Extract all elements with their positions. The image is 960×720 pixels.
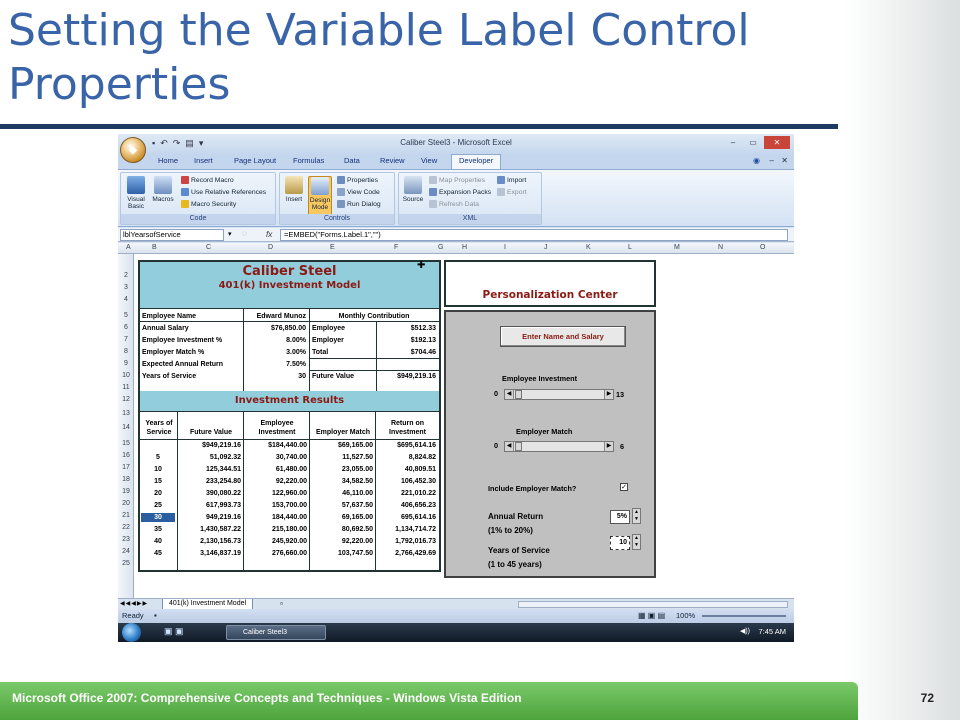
save-icon[interactable]: ▪	[152, 138, 156, 148]
group-code-label: Code	[121, 214, 275, 224]
grid-line	[140, 321, 439, 322]
col-header[interactable]: M	[674, 244, 680, 251]
results-cell[interactable]: 5	[156, 454, 160, 461]
row-header[interactable]: 21	[122, 512, 130, 519]
help-icon[interactable]: ◉	[753, 156, 760, 165]
import-button[interactable]	[497, 176, 526, 184]
grid-line	[140, 411, 439, 412]
row-header[interactable]: 24	[122, 548, 130, 555]
row-header[interactable]: 15	[122, 440, 130, 447]
ribbon	[118, 169, 794, 227]
row-header[interactable]: 18	[122, 476, 130, 483]
properties-icon	[337, 176, 345, 184]
personalization-banner	[444, 260, 656, 307]
row-headers	[118, 254, 134, 606]
input-value[interactable]: $76,850.00	[270, 325, 306, 332]
results-header[interactable]: Employer Match	[315, 429, 371, 436]
window-controls	[724, 136, 790, 149]
group-controls	[279, 172, 395, 225]
expansion-packs-icon	[429, 188, 437, 196]
col-header[interactable]: H	[462, 244, 468, 251]
model-subtitle: 401(k) Investment Model	[218, 280, 361, 291]
annual-return-range: (1% to 20%)	[488, 526, 533, 535]
input-label[interactable]: Years of Service	[142, 373, 197, 380]
tab-home[interactable]: Home	[158, 156, 179, 165]
col-header[interactable]: G	[438, 244, 444, 251]
zoom-level[interactable]: 100%	[676, 611, 696, 620]
tab-page-layout[interactable]: Page Layout	[234, 156, 277, 165]
map-properties-label: Map Properties	[439, 176, 486, 184]
design-mode-label: Design Mode	[309, 197, 331, 211]
employee-investment-label: Employee Investment	[502, 374, 578, 383]
annual-return-value: 5%	[610, 510, 630, 524]
start-button-icon[interactable]	[122, 623, 141, 642]
col-header[interactable]: L	[628, 244, 632, 251]
results-cell[interactable]: 2,130,156.73	[200, 538, 241, 545]
row-header[interactable]: 5	[124, 312, 128, 319]
scroll-left-icon[interactable]: ◀	[505, 390, 514, 399]
row-header[interactable]: 25	[122, 560, 130, 567]
row-header[interactable]: 20	[122, 500, 130, 507]
results-cell[interactable]: 3,146,837.19	[200, 550, 241, 557]
years-of-service-label-control[interactable]: 10	[610, 536, 630, 550]
results-cell[interactable]: 125,344.51	[205, 466, 241, 473]
row-header[interactable]: 11	[122, 384, 130, 391]
row-header[interactable]: 22	[122, 524, 130, 531]
formula-options-icon[interactable]: ◌	[242, 229, 247, 238]
col-header[interactable]: C	[206, 244, 212, 251]
properties-button[interactable]	[337, 176, 378, 184]
grid-line	[309, 370, 439, 371]
results-cell[interactable]: 106,452.30	[400, 478, 436, 485]
grid-line	[309, 358, 439, 359]
record-macro-icon	[181, 176, 189, 184]
row-header[interactable]: 12	[122, 396, 130, 403]
row-header[interactable]: 9	[124, 360, 128, 367]
refresh-data-label: Refresh Data	[439, 200, 480, 208]
scroll-right-icon[interactable]: ▶	[604, 390, 613, 399]
group-controls-label: Controls	[280, 214, 394, 224]
results-cell[interactable]: 215,180.00	[271, 526, 307, 533]
employer-match-label: Employer Match	[516, 427, 573, 436]
results-cell[interactable]: $695,614.16	[397, 442, 436, 449]
excel-screenshot	[118, 134, 794, 642]
insert-control-label: Insert	[285, 196, 303, 203]
monthly-label[interactable]: Total	[312, 349, 329, 356]
refresh-data-icon	[429, 200, 437, 208]
row-header[interactable]: 13	[122, 410, 130, 417]
results-cell[interactable]: 34,582.50	[341, 478, 373, 485]
row-header[interactable]: 6	[124, 324, 128, 331]
include-match-label: Include Employer Match?	[488, 484, 577, 493]
name-box[interactable]: lblYearsofService	[120, 229, 224, 241]
results-header[interactable]: Years of Service	[145, 420, 173, 436]
page-number: 72	[920, 691, 934, 705]
results-cell[interactable]: 233,254.80	[205, 478, 241, 485]
col-header[interactable]: O	[760, 244, 766, 251]
macro-security-button[interactable]	[181, 200, 236, 208]
results-cell[interactable]: 695,614.16	[400, 514, 436, 521]
results-cell[interactable]: 45	[154, 550, 162, 557]
scroll-thumb[interactable]	[515, 442, 522, 451]
column-headers	[118, 243, 794, 254]
view-code-label: View Code	[347, 188, 380, 196]
tab-formulas[interactable]: Formulas	[293, 156, 325, 165]
slide-title: Setting the Variable Label Control Properties	[8, 5, 750, 110]
results-cell[interactable]: 103,747.50	[337, 550, 373, 557]
export-icon	[497, 188, 505, 196]
col-header[interactable]: E	[330, 244, 335, 251]
insert-control-icon	[285, 176, 303, 194]
results-cell[interactable]: 35	[154, 526, 162, 533]
scroll-right-icon[interactable]: ▶	[604, 442, 613, 451]
grid-line	[243, 411, 244, 571]
results-cell[interactable]: 10	[154, 466, 162, 473]
results-cell[interactable]: 1,792,016.73	[395, 538, 436, 545]
ribbon-minimize-icon[interactable]: –	[769, 156, 774, 165]
view-code-button[interactable]	[337, 188, 380, 196]
results-cell[interactable]: 221,010.22	[400, 490, 436, 497]
worksheet[interactable]	[134, 254, 794, 606]
close-icon[interactable]: ✕	[764, 136, 790, 149]
grid-line	[376, 322, 377, 391]
print-icon[interactable]: ▤	[185, 138, 194, 148]
years-of-service-spinner[interactable]: ▲ ▼	[632, 534, 641, 550]
input-value[interactable]: 8.00%	[286, 337, 306, 344]
row-header[interactable]: 7	[124, 336, 128, 343]
results-cell[interactable]: 30	[141, 513, 175, 522]
design-mode-icon	[311, 177, 329, 195]
results-banner: Investment Results	[140, 391, 439, 411]
employee-investment-scrollbar[interactable]	[504, 389, 614, 400]
clock: 7:45 AM	[758, 627, 786, 636]
results-cell[interactable]: 57,637.50	[341, 502, 373, 509]
export-label: Export	[507, 188, 527, 196]
results-cell[interactable]: 20	[154, 490, 162, 497]
investment-model	[138, 260, 441, 572]
input-label[interactable]: Employee Name	[142, 313, 197, 320]
years-of-service-label: Years of Service	[488, 546, 550, 555]
employer-match-scrollbar[interactable]	[504, 441, 614, 452]
visual-basic-label: Visual Basic	[127, 196, 145, 210]
taskbar	[118, 623, 794, 642]
col-header[interactable]: K	[586, 244, 591, 251]
monthly-value[interactable]: $192.13	[410, 337, 436, 344]
relative-references-icon	[181, 188, 189, 196]
results-header[interactable]: Employee Investment	[258, 420, 296, 436]
new-sheet-icon[interactable]: ▫	[280, 599, 283, 608]
monthly-contribution-header[interactable]: Monthly Contribution	[338, 313, 410, 320]
results-cell[interactable]: 245,920.00	[271, 538, 307, 545]
col-header[interactable]: F	[394, 244, 399, 251]
enter-name-salary-button[interactable]: Enter Name and Salary	[500, 326, 626, 347]
tab-view[interactable]: View	[421, 156, 438, 165]
results-cell[interactable]: 11,527.50	[342, 454, 373, 461]
input-label[interactable]: Expected Annual Return	[142, 361, 224, 368]
view-code-icon	[337, 188, 345, 196]
formula-bar	[118, 228, 794, 242]
export-button[interactable]	[497, 188, 527, 196]
results-cell[interactable]: 30,740.00	[275, 454, 307, 461]
name-box-dropdown-icon[interactable]: ▾	[228, 231, 232, 238]
visual-basic-icon	[127, 176, 145, 194]
macro-security-label: Macro Security	[191, 200, 237, 208]
macros-button[interactable]	[151, 176, 175, 203]
results-cell[interactable]: 276,660.00	[271, 550, 307, 557]
results-cell[interactable]: 61,480.00	[275, 466, 307, 473]
annual-return-spinner[interactable]: ▲ ▼	[632, 508, 641, 524]
employee-investment-min: 0	[494, 389, 499, 398]
results-cell[interactable]: 92,220.00	[275, 478, 307, 485]
monthly-value[interactable]: $512.33	[410, 325, 436, 332]
ribbon-tabs	[118, 154, 794, 169]
input-value[interactable]: 3.00%	[286, 349, 306, 356]
row-header[interactable]: 10	[122, 372, 130, 379]
relative-references-button[interactable]	[181, 188, 266, 196]
grid-line	[375, 411, 376, 571]
visual-basic-button[interactable]	[124, 176, 148, 210]
model-banner	[140, 262, 439, 309]
grid-line	[140, 439, 439, 440]
map-properties-icon	[429, 176, 437, 184]
refresh-data-button[interactable]	[429, 200, 479, 208]
row-header[interactable]: 8	[124, 348, 128, 355]
run-dialog-label: Run Dialog	[347, 200, 381, 208]
import-label: Import	[507, 176, 527, 184]
results-cell[interactable]: 406,656.23	[400, 502, 436, 509]
horizontal-scrollbar[interactable]	[518, 601, 788, 608]
maximize-icon[interactable]: ▭	[749, 138, 757, 147]
results-cell[interactable]: 80,692.50	[341, 526, 373, 533]
results-cell[interactable]: 122,960.00	[271, 490, 307, 497]
relative-references-label: Use Relative References	[191, 188, 267, 196]
years-of-service-range: (1 to 45 years)	[488, 560, 542, 569]
results-cell[interactable]: $69,165.00	[337, 442, 373, 449]
sheet-tab-401k[interactable]: 401(k) Investment Model	[162, 599, 253, 610]
title-bar	[118, 134, 794, 154]
tab-review[interactable]: Review	[380, 156, 405, 165]
results-cell[interactable]: 184,440.00	[271, 514, 307, 521]
col-header[interactable]: J	[544, 244, 548, 251]
run-dialog-button[interactable]	[337, 200, 381, 208]
tab-insert[interactable]: Insert	[194, 156, 213, 165]
col-header[interactable]: I	[504, 244, 506, 251]
undo-icon[interactable]: ↶	[160, 138, 168, 148]
monthly-label[interactable]: Employer	[312, 337, 344, 344]
cursor-crosshair-icon: ✚	[417, 260, 426, 271]
results-cell[interactable]: 46,110.00	[342, 490, 373, 497]
col-header[interactable]: N	[718, 244, 724, 251]
results-cell[interactable]: 40,809.51	[404, 466, 436, 473]
office-button[interactable]	[120, 137, 146, 163]
import-icon	[497, 176, 505, 184]
group-xml-label: XML	[399, 214, 541, 224]
window-title: Caliber Steel3 - Microsoft Excel	[400, 138, 512, 147]
input-label[interactable]: Annual Salary	[142, 325, 189, 332]
results-cell[interactable]: 1,134,714.72	[395, 526, 436, 533]
ribbon-close-icon[interactable]: ✕	[781, 156, 788, 165]
annual-return-label: Annual Return	[488, 512, 544, 521]
group-code	[120, 172, 276, 225]
row-header[interactable]: 19	[122, 488, 130, 495]
expansion-packs-label: Expansion Packs	[439, 188, 492, 196]
results-cell[interactable]: 390,080.22	[205, 490, 241, 497]
office-logo-icon: ◆	[129, 144, 137, 156]
results-cell[interactable]: 153,700.00	[271, 502, 307, 509]
redo-icon[interactable]: ↷	[172, 138, 181, 148]
source-icon	[404, 176, 422, 194]
map-properties-button[interactable]	[429, 176, 485, 184]
warning-icon	[181, 200, 189, 208]
results-cell[interactable]: 40	[154, 538, 162, 545]
scroll-left-icon[interactable]: ◀	[505, 442, 514, 451]
scroll-thumb[interactable]	[515, 390, 522, 399]
row-header[interactable]: 2	[124, 272, 128, 279]
employer-match-min: 0	[494, 441, 499, 450]
status-ready: Ready	[122, 611, 144, 620]
include-match-checkbox[interactable]: ✓	[621, 484, 627, 491]
row-header[interactable]: 16	[122, 452, 130, 459]
employer-match-max: 6	[620, 442, 625, 451]
insert-control-button[interactable]	[282, 176, 306, 203]
record-macro-button[interactable]	[181, 176, 234, 184]
tab-developer[interactable]: Developer	[451, 154, 501, 169]
monthly-value[interactable]: $704.46	[410, 349, 436, 356]
row-header[interactable]: 4	[124, 296, 128, 303]
col-header[interactable]: A	[126, 244, 131, 251]
source-button[interactable]	[401, 176, 425, 203]
results-cell[interactable]: $949,219.16	[202, 442, 241, 449]
row-header[interactable]: 3	[124, 284, 128, 291]
taskbar-excel-item[interactable]: Caliber Steel3	[226, 625, 326, 640]
insert-function-icon[interactable]: fx	[266, 230, 273, 239]
row-header[interactable]: 17	[122, 464, 130, 471]
sheet-nav-arrows-icon[interactable]: ◀◀◀▶▶	[120, 601, 149, 607]
macro-record-icon[interactable]: ▪	[154, 611, 157, 620]
design-mode-button[interactable]	[308, 176, 332, 216]
volume-icon[interactable]: ◀))	[739, 628, 750, 635]
run-dialog-icon	[337, 200, 345, 208]
source-label: Source	[402, 196, 424, 203]
record-macro-label: Record Macro	[191, 176, 234, 184]
view-buttons-icon[interactable]: ▦ ▣ ▤	[638, 611, 666, 620]
results-cell[interactable]: 15	[154, 478, 162, 485]
results-cell[interactable]: 23,055.00	[341, 466, 373, 473]
group-xml	[398, 172, 542, 225]
input-value[interactable]: Edward Munoz	[256, 313, 306, 320]
formula-input[interactable]: =EMBED("Forms.Label.1","")	[280, 229, 788, 241]
zoom-slider[interactable]	[702, 615, 786, 617]
personalization-panel	[444, 310, 656, 578]
results-cell[interactable]: 1,430,587.22	[200, 526, 241, 533]
footer-text: Microsoft Office 2007: Comprehensive Concepts and Techniques - Windows Vista Edition	[12, 691, 522, 705]
macros-icon	[154, 176, 172, 194]
results-cell[interactable]: 617,993.73	[205, 502, 241, 509]
results-cell[interactable]: 2,766,429.69	[395, 550, 436, 557]
input-value[interactable]: 7.50%	[286, 361, 306, 368]
grid-line	[309, 411, 310, 571]
input-label[interactable]: Employee Investment %	[142, 337, 223, 344]
row-header[interactable]: 23	[122, 536, 130, 543]
expansion-packs-button[interactable]	[429, 188, 491, 196]
col-header[interactable]: D	[268, 244, 274, 251]
input-label[interactable]: Employer Match %	[142, 349, 205, 356]
minimize-icon[interactable]: –	[730, 138, 736, 147]
results-cell[interactable]: 69,165.00	[341, 514, 373, 521]
customize-icon[interactable]: ▾	[198, 138, 204, 148]
results-cell[interactable]: 8,824.82	[408, 454, 436, 461]
status-bar	[118, 609, 794, 623]
grid-line	[177, 411, 178, 571]
results-cell[interactable]: $184,440.00	[268, 442, 307, 449]
input-value[interactable]: 30	[298, 373, 306, 380]
model-title: Caliber Steel	[242, 264, 337, 279]
results-cell[interactable]: 949,219.16	[205, 514, 241, 521]
title-underline	[0, 124, 838, 129]
personalization-title: Personalization Center	[482, 289, 618, 301]
results-cell[interactable]: 51,092.32	[209, 454, 241, 461]
properties-label: Properties	[347, 176, 378, 184]
results-cell[interactable]: 92,220.00	[341, 538, 373, 545]
sheet-tab-bar	[118, 598, 794, 609]
employee-investment-max: 13	[616, 390, 625, 399]
results-header[interactable]: Future Value	[189, 429, 232, 436]
quick-launch-icon[interactable]: ▣ ▣	[164, 626, 184, 636]
macros-label: Macros	[152, 196, 174, 203]
monthly-label[interactable]: Future Value	[312, 373, 355, 380]
tab-data[interactable]: Data	[344, 156, 360, 165]
monthly-value[interactable]: $949,219.16	[397, 373, 436, 380]
results-cell[interactable]: 25	[154, 502, 162, 509]
col-header[interactable]: B	[152, 244, 157, 251]
results-header[interactable]: Return on Investment	[389, 420, 426, 436]
monthly-label[interactable]: Employee	[312, 325, 346, 332]
row-header[interactable]: 14	[122, 424, 130, 431]
